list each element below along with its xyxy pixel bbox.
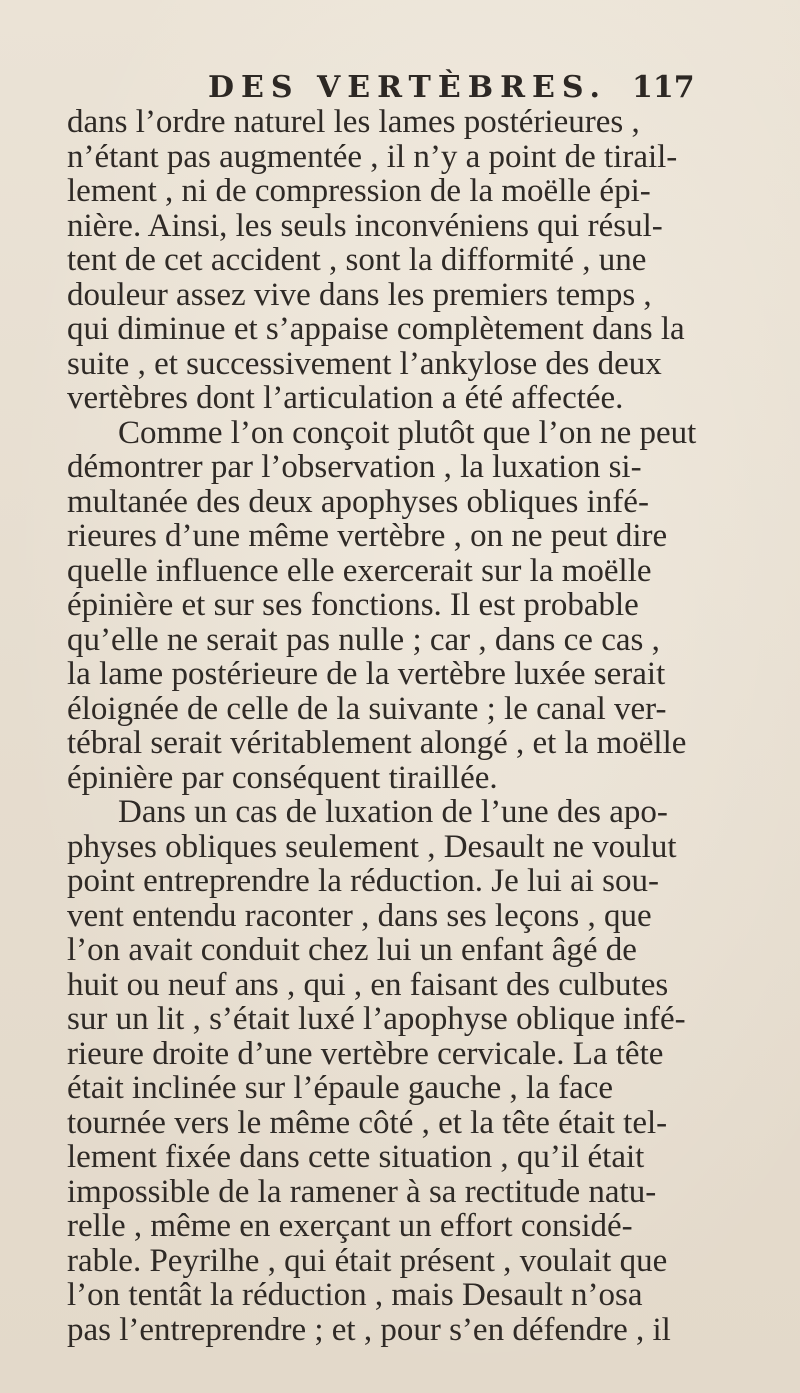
text-line: qui diminue et s’appaise complètement dans la <box>67 311 685 347</box>
text-line: épinière par conséquent tiraillée. <box>67 759 498 796</box>
text-line: rieure droite d’une vertèbre cervicale. La tête <box>67 1035 664 1072</box>
text-line: pas l’entreprendre ; et , pour s’en défendre , il <box>67 1311 671 1348</box>
text-line: n’étant pas augmentée , il n’y a point de tirail- <box>67 138 678 175</box>
text-line: douleur assez vive dans les premiers temps , <box>67 276 652 313</box>
text-line: rable. Peyrilhe , qui était présent , voulait que <box>67 1242 668 1279</box>
running-title: DES VERTÈBRES. <box>208 70 607 105</box>
text-line: Comme l’on conçoit plutôt que l’on ne peut <box>118 414 697 451</box>
text-line: qu’elle ne serait pas nulle ; car , dans ce cas , <box>67 621 660 658</box>
text-line: l’on tentât la réduction , mais Desault n’osa <box>67 1277 643 1313</box>
text-line: sur un lit , s’était luxé l’apophyse oblique infé- <box>67 1001 686 1037</box>
text-line: physes obliques seulement , Desault ne voulut <box>67 828 677 865</box>
text-line: nière. Ainsi, les seuls inconvéniens qui résul- <box>67 207 663 244</box>
text-line: vent entendu raconter , dans ses leçons , que <box>67 897 652 934</box>
text-line: lement , ni de compression de la moëlle épi- <box>67 173 651 209</box>
text-line: relle , même en exerçant un effort considé- <box>67 1208 633 1244</box>
text-line: impossible de la ramener à sa rectitude natu- <box>67 1173 657 1210</box>
text-line: suite , et successivement l’ankylose des deux <box>67 345 662 382</box>
text-line: quelle influence elle exercerait sur la moëlle <box>67 552 652 589</box>
text-line: éloignée de celle de la suivante ; le canal ver- <box>67 690 667 727</box>
text-line: la lame postérieure de la vertèbre luxée serait <box>67 656 666 692</box>
text-line: rieures d’une même vertèbre , on ne peut dire <box>67 518 668 554</box>
text-line: vertèbres dont l’articulation a été affectée. <box>67 380 624 416</box>
text-line: Dans un cas de luxation de l’une des apo- <box>118 794 668 830</box>
text-line: démontrer par l’observation , la luxation si- <box>67 449 642 485</box>
text-line: dans l’ordre naturel les lames postérieures , <box>67 104 640 140</box>
text-line: tent de cet accident , sont la difformité , une <box>67 242 647 278</box>
text-line: était inclinée sur l’épaule gauche , la face <box>67 1070 614 1106</box>
text-line: tournée vers le même côté , et la tête était tel- <box>67 1104 668 1141</box>
text-line: lement fixée dans cette situation , qu’il était <box>67 1139 645 1175</box>
page-number: 117 <box>632 70 695 105</box>
text-line: épinière et sur ses fonctions. Il est probable <box>67 587 639 623</box>
text-line: tébral serait véritablement alongé , et la moëlle <box>67 725 687 761</box>
text-line: multanée des deux apophyses obliques infé- <box>67 483 649 520</box>
text-line: l’on avait conduit chez lui un enfant âgé de <box>67 932 637 968</box>
text-line: point entreprendre la réduction. Je lui ai sou- <box>67 863 659 899</box>
text-line: huit ou neuf ans , qui , en faisant des culbutes <box>67 966 669 1003</box>
